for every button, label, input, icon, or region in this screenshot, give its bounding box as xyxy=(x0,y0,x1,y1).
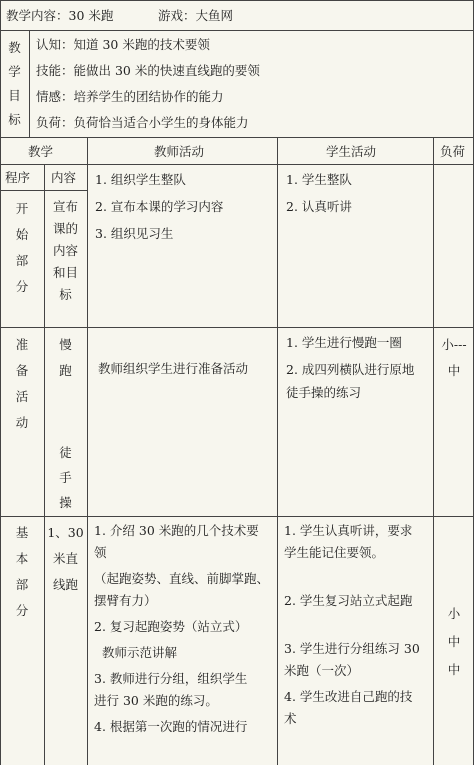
col-teacher-activity: 教师活动 xyxy=(154,144,205,159)
col-student-activity: 学生活动 xyxy=(326,144,377,159)
teacher-item: （起跑姿势、直线、前脚掌跑、 xyxy=(94,571,270,586)
student-item: 米跑（一次） xyxy=(284,663,360,678)
content-basic: 1、30 米直 线跑 xyxy=(47,525,84,592)
subheader-content: 内容 xyxy=(51,170,77,185)
teacher-item: 2. 复习起跑姿势（站立式） xyxy=(94,619,248,634)
teacher-item: 领 xyxy=(94,545,107,560)
student-item: 2. 认真听讲 xyxy=(286,199,352,214)
content-prep-a: 慢 跑 xyxy=(59,337,72,378)
content-prep-b: 徒 手 操 xyxy=(59,445,72,510)
teacher-item: 3. 教师进行分组，组织学生 xyxy=(94,671,248,686)
student-item: 1. 学生进行慢跑一圈 xyxy=(286,335,402,350)
objective-emotion: 情感：培养学生的团结协作的能力 xyxy=(36,89,224,104)
teacher-item: 进行 30 米跑的练习。 xyxy=(94,693,218,708)
col-load: 负荷 xyxy=(440,144,466,159)
student-prep xyxy=(286,331,436,404)
stage-start: 开 始 部 分 xyxy=(15,201,29,294)
rule xyxy=(0,164,474,165)
content-label: 教学内容：30 米跑 xyxy=(6,8,114,23)
load-basic: 小 中 中 xyxy=(447,606,461,677)
teacher-item: 教师示范讲解 xyxy=(102,645,178,660)
objective-skill: 技能：能做出 30 米的快速直线跑的要领 xyxy=(36,63,260,78)
teacher-prep: 教师组织学生进行准备活动 xyxy=(98,361,249,376)
game-label: 游戏：大鱼网 xyxy=(158,8,234,23)
student-item: 1. 学生认真听讲，要求 xyxy=(284,523,413,538)
objective-load: 负荷：负荷恰当适合小学生的身体能力 xyxy=(36,115,249,130)
student-item: 4. 学生改进自己跑的技 xyxy=(284,689,413,704)
content-start: 宣布 课的 内容 和目 标 xyxy=(52,199,78,302)
rule xyxy=(0,516,474,517)
rule xyxy=(0,30,474,31)
student-start xyxy=(286,168,431,218)
teacher-basic xyxy=(94,520,276,738)
rule xyxy=(87,137,88,765)
student-item: 2. 成四列横队进行原地 xyxy=(286,362,415,377)
subheader-procedure: 程序 xyxy=(5,170,31,185)
student-basic xyxy=(284,520,432,730)
teacher-item: 1. 组织学生整队 xyxy=(95,172,186,187)
student-item: 2. 学生复习站立式起跑 xyxy=(284,593,413,608)
stage-basic: 基 本 部 分 xyxy=(15,525,29,618)
objectives-label: 教 学 目 标 xyxy=(8,40,21,127)
rule xyxy=(277,137,278,765)
teacher-item: 2. 宣布本课的学习内容 xyxy=(95,199,224,214)
teacher-item: 4. 根据第一次跑的情况进行 xyxy=(94,719,248,734)
student-item: 学生能记住要领。 xyxy=(284,545,385,560)
rule xyxy=(29,30,30,137)
col-teaching: 教学 xyxy=(28,144,54,159)
teacher-start xyxy=(95,168,275,245)
teacher-item: 3. 组织见习生 xyxy=(95,226,174,241)
teacher-item: 摆臂有力） xyxy=(94,593,157,608)
student-item: 3. 学生进行分组练习 30 xyxy=(284,641,420,656)
student-item: 1. 学生整队 xyxy=(286,172,352,187)
rule xyxy=(0,327,474,328)
student-item: 术 xyxy=(284,711,297,726)
load-prep: 小--- 中 xyxy=(441,337,467,378)
rule xyxy=(0,0,474,1)
stage-prep: 准 备 活 动 xyxy=(15,337,29,430)
student-item: 徒手操的练习 xyxy=(286,385,362,400)
rule xyxy=(0,137,474,138)
teacher-item: 1. 介绍 30 米跑的几个技术要 xyxy=(94,523,259,538)
objective-cognition: 认知：知道 30 米跑的技术要领 xyxy=(36,37,210,52)
